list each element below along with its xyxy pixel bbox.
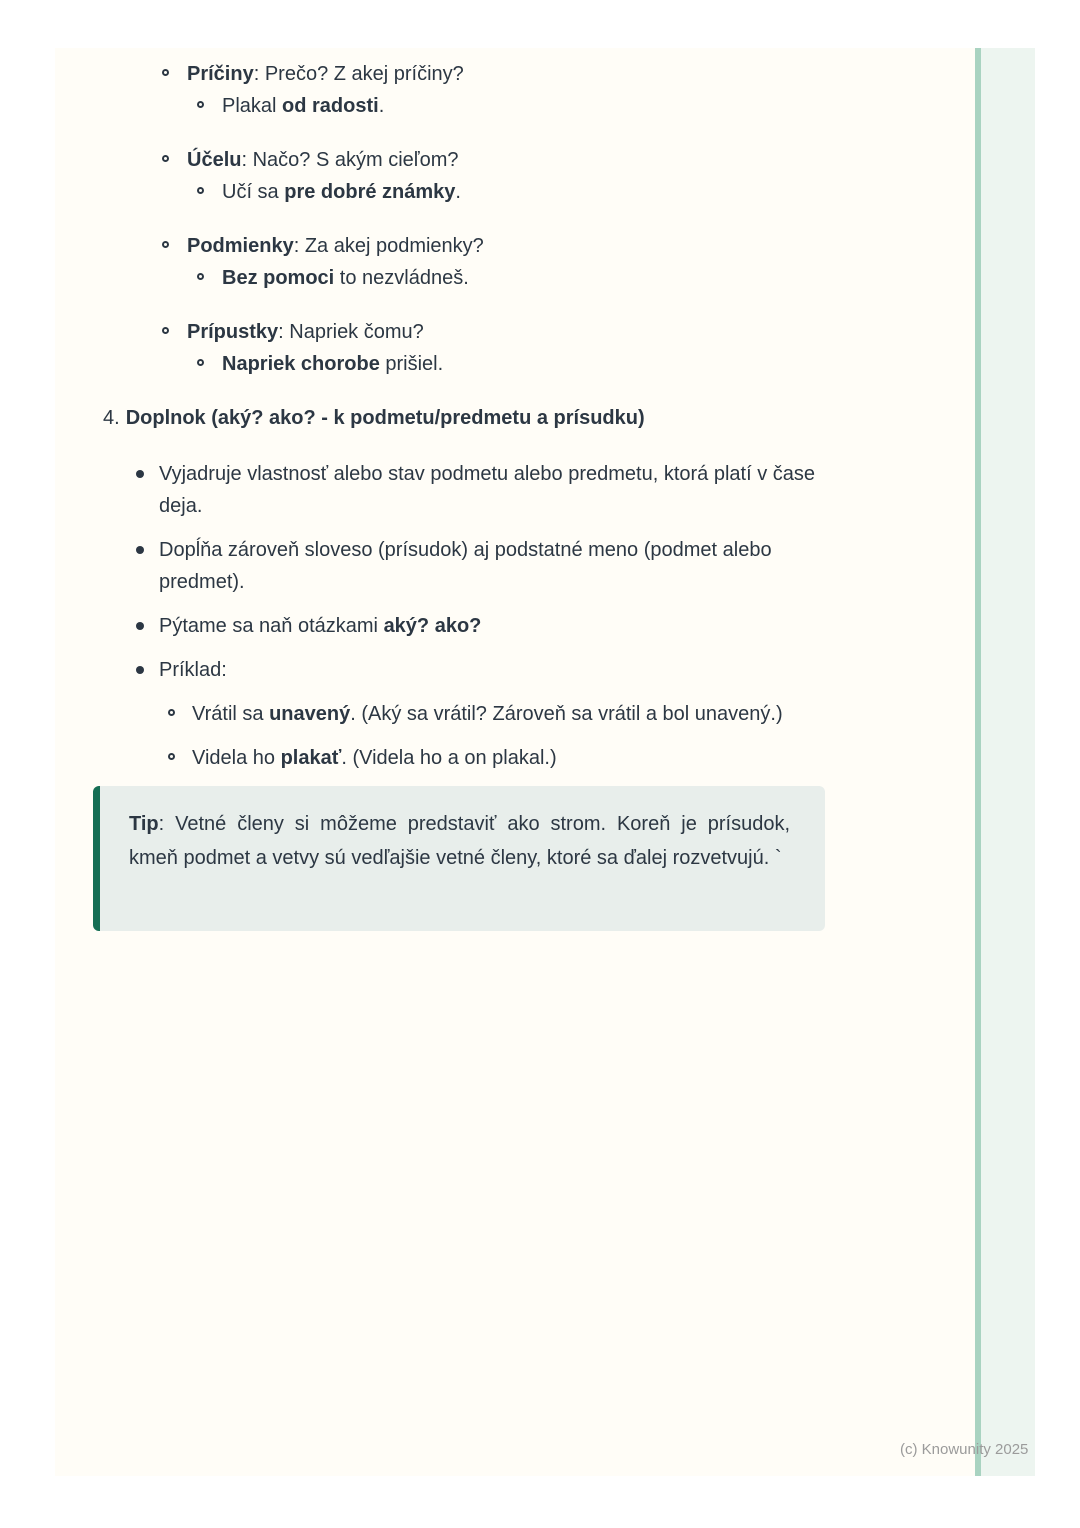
- bullet-text: Vyjadruje vlastnosť alebo stav podmetu alebo predmetu, ktorá platí v čase deja.: [159, 463, 816, 517]
- circle-bullet-icon: [162, 69, 169, 76]
- type-question: : Prečo? Z akej príčiny?: [253, 63, 464, 85]
- type-term: Prípustky: [187, 321, 279, 343]
- type-term-line: [55, 316, 825, 348]
- list-item: [55, 144, 975, 208]
- type-example: Napriek chorobe prišiel.: [222, 353, 444, 375]
- type-example: Učí sa pre dobré známky.: [222, 181, 461, 203]
- section-heading: [55, 402, 975, 434]
- type-question: : Napriek čomu?: [278, 321, 424, 343]
- bullet-text: Dopĺňa zároveň sloveso (prísudok) aj podstatné meno (podmet alebo predmet).: [159, 539, 772, 593]
- circle-bullet-icon: [197, 359, 204, 366]
- type-term: Podmienky: [187, 235, 294, 257]
- type-example-line: [55, 348, 825, 380]
- example-text: Videla ho plakať. (Videla ho a on plakal.): [192, 747, 557, 769]
- tip-callout: [93, 786, 825, 931]
- list-item: [55, 58, 975, 122]
- list-item: [55, 654, 825, 686]
- circle-bullet-icon: [162, 327, 169, 334]
- type-term-line: [55, 230, 825, 262]
- circle-bullet-icon: [168, 709, 175, 716]
- example-text: Vrátil sa unavený. (Aký sa vrátil? Zároveň sa vrátil a bol unavený.): [192, 703, 783, 725]
- type-question: : Za akej podmienky?: [293, 235, 484, 257]
- bullet-text: Pýtame sa naň otázkami aký? ako?: [159, 615, 482, 637]
- priklad-examples: [55, 698, 975, 774]
- circle-bullet-icon: [197, 273, 204, 280]
- list-item: [55, 458, 825, 522]
- type-term-line: [55, 58, 825, 90]
- list-item: [55, 316, 975, 380]
- circle-bullet-icon: [197, 187, 204, 194]
- list-item: [55, 698, 875, 730]
- type-example-line: [55, 262, 825, 294]
- list-item: [55, 230, 975, 294]
- adverbial-types-list: [55, 58, 975, 380]
- document-page: [55, 48, 975, 1476]
- type-term-line: [55, 144, 825, 176]
- circle-bullet-icon: [168, 753, 175, 760]
- type-example-line: [55, 176, 825, 208]
- disc-bullet-icon: [136, 470, 144, 478]
- disc-bullet-icon: [136, 546, 144, 554]
- list-item: [55, 742, 875, 774]
- circle-bullet-icon: [162, 155, 169, 162]
- circle-bullet-icon: [162, 241, 169, 248]
- bullet-text: Príklad:: [159, 659, 227, 681]
- section-title: Doplnok (aký? ako? - k podmetu/predmetu a prísudku): [125, 407, 645, 429]
- type-example: Plakal od radosti.: [222, 95, 385, 117]
- disc-bullet-icon: [136, 622, 144, 630]
- copyright-footer: (c) Knowunity 2025: [900, 1441, 1029, 1458]
- type-term: Účelu: [187, 149, 242, 171]
- list-item: [55, 534, 825, 598]
- type-question: : Načo? S akým cieľom?: [241, 149, 459, 171]
- section-number: 4.: [103, 407, 120, 429]
- tip-text: Tip: Vetné členy si môžeme predstaviť ako strom. Koreň je prísudok, kmeň podmet a vetvy sú vedľajšie vetné členy, ktoré sa ďalej rozvetvujú. `: [129, 813, 790, 869]
- doplnok-bullet-list: [55, 458, 975, 774]
- circle-bullet-icon: [197, 101, 204, 108]
- type-example-line: [55, 90, 825, 122]
- list-item: [55, 610, 825, 642]
- right-margin-panel: [981, 48, 1035, 1476]
- type-term: Príčiny: [187, 63, 254, 85]
- disc-bullet-icon: [136, 666, 144, 674]
- type-example: Bez pomoci to nezvládneš.: [222, 267, 469, 289]
